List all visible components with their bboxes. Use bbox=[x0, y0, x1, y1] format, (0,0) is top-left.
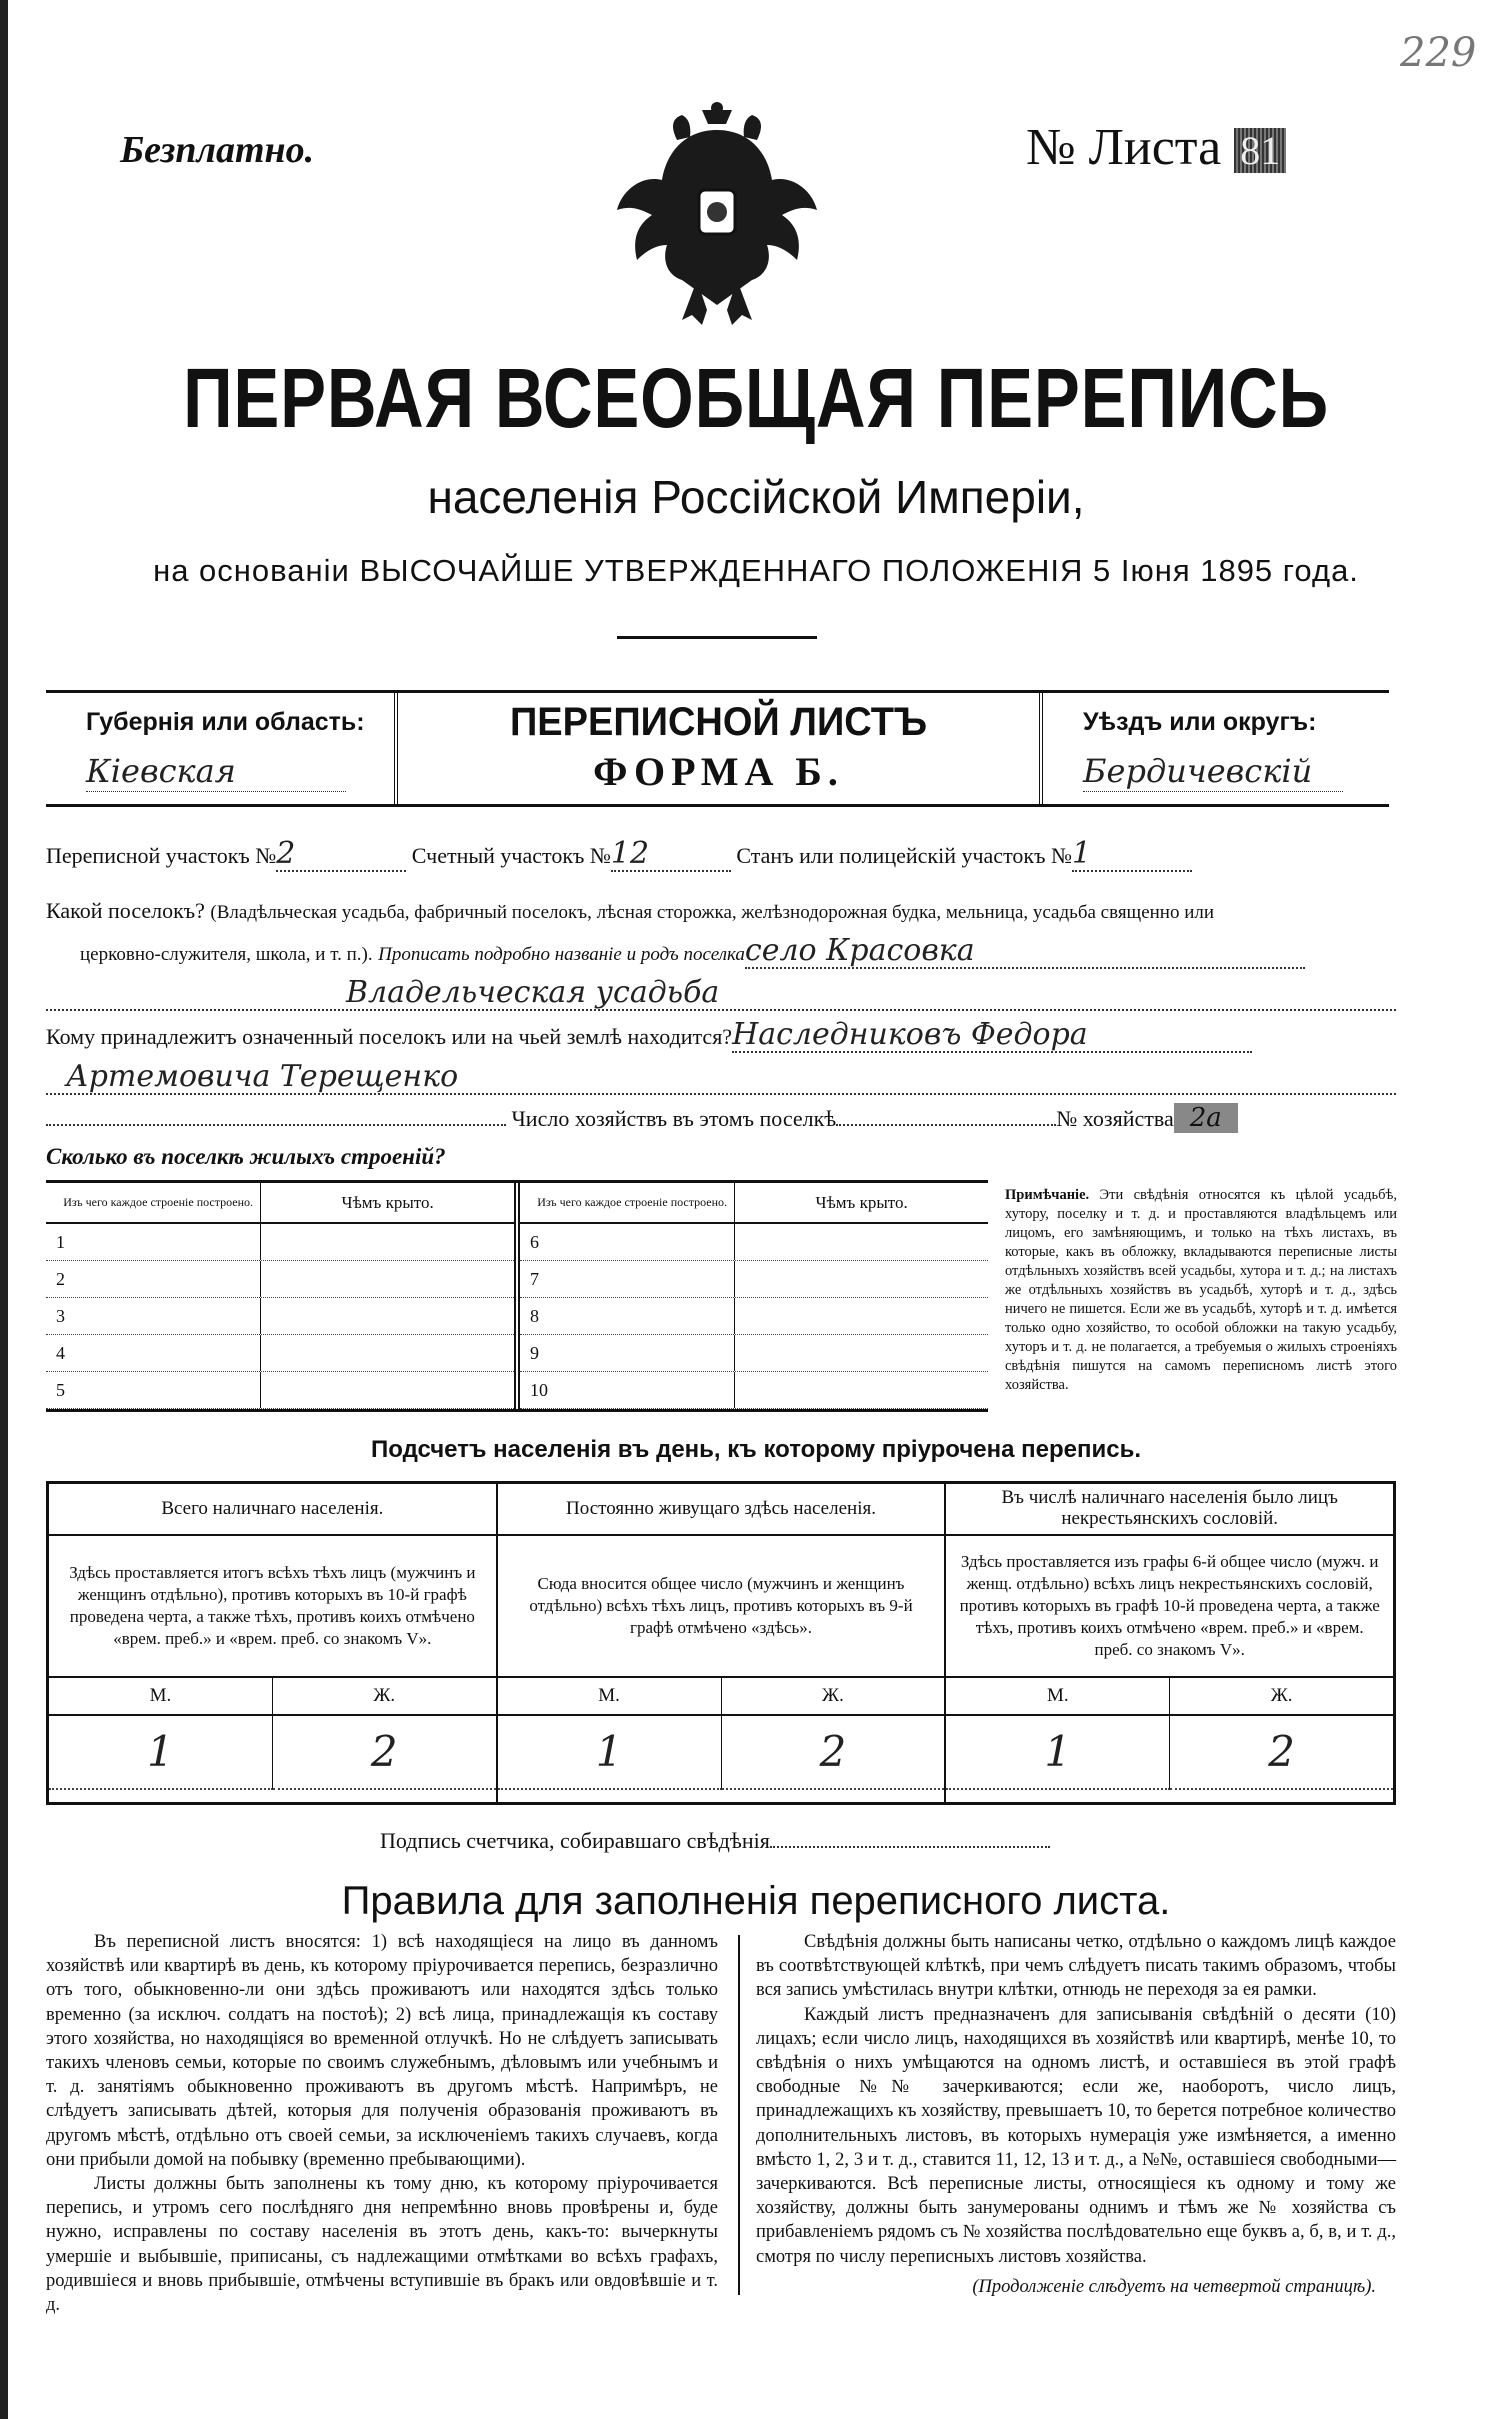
blank-line bbox=[46, 1124, 506, 1126]
building-number[interactable]: 3 bbox=[46, 1298, 261, 1334]
police-district-field[interactable]: 1 bbox=[1072, 838, 1192, 872]
building-number[interactable]: 2 bbox=[46, 1261, 261, 1297]
population-column-title: Всего наличнаго населенія. bbox=[49, 1484, 496, 1536]
female-count-field[interactable]: 2 bbox=[722, 1716, 945, 1790]
rules-left-column bbox=[46, 1930, 718, 2317]
free-of-charge-label: Безплатно. bbox=[120, 129, 315, 171]
sex-header-row bbox=[946, 1678, 1393, 1716]
buildings-table-left bbox=[46, 1183, 520, 1409]
male-count-field[interactable]: 1 bbox=[946, 1716, 1170, 1790]
sheet-number bbox=[1026, 118, 1286, 177]
buildings-table-right bbox=[520, 1183, 988, 1409]
household-number-label: № хозяйства bbox=[1056, 1106, 1174, 1131]
value-row bbox=[498, 1716, 945, 1802]
form-type: ФОРМА Б. bbox=[593, 749, 844, 794]
double-headed-eagle-emblem bbox=[617, 100, 817, 332]
sheet-number-label: № Листа bbox=[1026, 119, 1222, 176]
settlement-line-2 bbox=[80, 935, 1396, 971]
buildings-table bbox=[46, 1180, 988, 1412]
population-column bbox=[498, 1484, 947, 1802]
form-title-cell bbox=[398, 693, 1043, 804]
sheet-number-value: 81 bbox=[1234, 128, 1286, 173]
rules-title: Правила для заполненія переписного листа. bbox=[341, 1879, 1171, 1923]
rules-right-column bbox=[756, 1930, 1396, 2299]
roof-column-header: Чѣмъ крыто. bbox=[815, 1192, 908, 1212]
count-district-label: Счетный участокъ № bbox=[411, 843, 611, 868]
settlement-line-3 bbox=[46, 977, 1396, 1013]
sex-header-row bbox=[498, 1678, 945, 1716]
page-subtitle: населенія Россійской Имперіи, bbox=[427, 471, 1085, 523]
building-number[interactable]: 4 bbox=[46, 1335, 261, 1371]
buildings-question: Сколько въ поселкѣ жилыхъ строеній? bbox=[46, 1144, 446, 1169]
owner-label: Кому принадлежитъ означенный поселокъ или на чьей землѣ находится? bbox=[46, 1024, 733, 1049]
household-number-field[interactable]: 2а bbox=[1174, 1103, 1238, 1133]
district-line bbox=[46, 838, 1396, 874]
note-heading: Примѣчаніе. bbox=[1005, 1187, 1090, 1203]
building-row bbox=[520, 1224, 988, 1261]
building-row bbox=[520, 1298, 988, 1335]
building-number[interactable]: 10 bbox=[520, 1372, 735, 1408]
census-district-field[interactable]: 2 bbox=[276, 838, 406, 872]
column-divider bbox=[738, 1935, 740, 2295]
owner-field-2[interactable]: Артемовича Терещенко bbox=[46, 1061, 1396, 1095]
note bbox=[1005, 1186, 1397, 1395]
population-table bbox=[46, 1481, 1396, 1805]
form-header-box bbox=[46, 690, 1389, 807]
rules-paragraph: Листы должны быть заполнены къ тому дню, къ которому пріурочивается перепись, и утромъ сего послѣдняго дня непремѣнно вновь провѣрены и, буде нужно, исправлены по составу населенія въ этотъ день, какъ-то: вычеркнуты умершіе и выбывшіе, приписаны, съ надлежащими отмѣтками во всѣхъ графахъ, родившіеся и вновь прибывшіе, отмѣчены вступившіе въ бракъ или овдовѣвшіе и т. д. bbox=[46, 2174, 718, 2316]
buildings-header-row bbox=[46, 1183, 514, 1224]
gubernia-field[interactable]: Кіевская bbox=[86, 751, 346, 792]
population-column-description: Сюда вносится общее число (мужчинъ и женщинъ отдѣльно) всѣхъ тѣхъ лицъ, противъ которыхъ въ 9-й графѣ отмѣчено «здѣсь». bbox=[498, 1536, 945, 1678]
settlement-hint: (Владѣльческая усадьба, фабричный поселокъ, лѣсная сторожка, желѣзнодорожная будка, мельница, усадьба священно или bbox=[210, 902, 1215, 923]
rules-paragraph: Въ переписной листъ вносятся: 1) всѣ находящіеся на лицо въ данномъ хозяйствѣ или квартирѣ въ день, къ которому пріурочивается перепись, безразлично отъ того, обыкновенно-ли они здѣсь проживаютъ или находятся здѣсь только временно (за исключ. солдатъ на постоѣ); 2) всѣ лица, принадлежащія къ составу этого хозяйства, но находящіяся во временной отлучкѣ. Но не слѣдуетъ записывать такихъ членовъ семьи, которые по своимъ служебнымъ, дѣловымъ или учебнымъ и т. д. занятіямъ обыкновенно проживаютъ въ другомъ мѣстѣ. Напримѣръ, не слѣдуетъ записывать дѣтей, которыя для полученія образованія проживаютъ въ другомъ мѣстѣ, отдѣльно отъ своей семьи, за исключеніемъ такихъ случаевъ, когда они прибыли домой на побывку (временно пребывающими). bbox=[46, 1932, 718, 2170]
sex-header-row bbox=[49, 1678, 496, 1716]
material-column-header: Изъ чего каждое строеніе построено. bbox=[46, 1183, 261, 1222]
continued-note: (Продолженіе слѣдуетъ на четвертой страницѣ). bbox=[972, 2276, 1376, 2297]
settlement-instruction: Прописать подробно названіе и родъ поселка bbox=[378, 944, 745, 965]
population-column-description: Здѣсь проставляется изъ графы 6-й общее число (мужч. и женщ. отдѣльно) всѣхъ лицъ некрестьянскихъ сословій, противъ которыхъ въ графѣ 10-й проведена черта, а также тѣхъ, противъ коихъ отмѣчено «врем. преб.» и «врем. преб. со знакомъ V». bbox=[946, 1536, 1393, 1678]
roof-column-header: Чѣмъ крыто. bbox=[341, 1192, 434, 1212]
settlement-type-field[interactable]: Владельческая усадьба bbox=[46, 977, 1396, 1011]
male-count-field[interactable]: 1 bbox=[49, 1716, 273, 1790]
male-count-field[interactable]: 1 bbox=[498, 1716, 722, 1790]
building-row bbox=[46, 1224, 514, 1261]
households-line bbox=[46, 1101, 1396, 1137]
buildings-header-row bbox=[520, 1183, 988, 1224]
uezd-field[interactable]: Бердичевскій bbox=[1083, 751, 1343, 792]
building-row bbox=[46, 1261, 514, 1298]
households-label: Число хозяйствъ въ этомъ поселкѣ bbox=[511, 1106, 837, 1131]
building-number[interactable]: 6 bbox=[520, 1224, 735, 1260]
building-number[interactable]: 5 bbox=[46, 1372, 261, 1408]
population-column bbox=[49, 1484, 498, 1802]
note-text: Эти свѣдѣнія относятся къ цѣлой усадьбѣ, хутору, поселку и т. д. и проставляются владѣльцемъ или лицомъ, его замѣняющимъ, и только на тѣхъ листахъ, въ которые, какъ въ обложку, вкладываются переписные листы отдѣльныхъ хозяйствъ всей усадьбы, хутора и т. д.; на листахъ же отдѣльныхъ хозяйствъ въ усадьбѣ, хуторѣ и т. д., здѣсь ничего не пишется. Если же въ усадьбѣ, хуторѣ и т. д. имѣется только одно хозяйство, то особой обложки на такую усадьбу, хуторъ и т. д. не полагается, а требуемыя о жилыхъ строеніяхъ свѣдѣнія пишутся на самомъ переписномъ листѣ этого хозяйства. bbox=[1005, 1187, 1398, 1393]
male-label: М. bbox=[946, 1678, 1170, 1714]
population-column-title: Постоянно живущаго здѣсь населенія. bbox=[498, 1484, 945, 1536]
owner-line-2 bbox=[46, 1061, 1396, 1097]
material-column-header: Изъ чего каждое строеніе построено. bbox=[520, 1183, 735, 1222]
female-label: Ж. bbox=[1270, 1685, 1293, 1706]
page-number: 229 bbox=[1400, 30, 1477, 76]
building-row bbox=[46, 1298, 514, 1335]
building-row bbox=[46, 1335, 514, 1372]
building-number[interactable]: 8 bbox=[520, 1298, 735, 1334]
male-label: М. bbox=[498, 1678, 722, 1714]
building-row bbox=[520, 1335, 988, 1372]
signature-field[interactable] bbox=[770, 1846, 1050, 1848]
rules-paragraph: Каждый листъ предназначенъ для записыванія свѣдѣній о десяти (10) лицахъ; если число лицъ, находящихся въ хозяйствѣ или квартирѣ, менѣе 10, то свѣдѣнія о нихъ умѣщаются на одномъ листѣ, и оставшіеся въ этой графѣ свободные №№ зачеркиваются; если же, наоборотъ, число лицъ, принадлежащихъ къ хозяйству, превышаетъ 10, то берется потребное количество дополнительныхъ листовъ, въ которыхъ нумерація уже измѣняется, а именно вмѣсто 1, 2, 3 и т. д., ставится 11, 12, 13 и т. д., а №№, оставшіеся свободными—зачеркиваются. Всѣ переписные листы, относящіеся къ одному и тому же хозяйству, должны быть занумерованы однимъ и тѣмъ же № хозяйства съ прибавленіемъ рядомъ съ № хозяйства послѣдовательно еще буквъ а, б, в, и т. д., смотря по числу переписныхъ листовъ хозяйства. bbox=[756, 2004, 1396, 2267]
legal-basis: на основаніи ВЫСОЧАЙШЕ УТВЕРЖДЕННАГО ПОЛОЖЕНІЯ 5 Іюня 1895 года. bbox=[153, 553, 1359, 588]
form-title: ПЕРЕПИСНОЙ ЛИСТЪ bbox=[509, 700, 928, 744]
female-count-field[interactable]: 2 bbox=[1170, 1716, 1393, 1790]
value-row bbox=[946, 1716, 1393, 1802]
settlement-hint-2: церковно-служителя, школа, и т. п.). bbox=[80, 944, 373, 965]
divider bbox=[617, 636, 817, 639]
census-district-label: Переписной участокъ № bbox=[46, 843, 277, 868]
female-label: Ж. bbox=[822, 1685, 844, 1706]
population-column bbox=[946, 1484, 1393, 1802]
gubernia-label: Губернія или область: bbox=[86, 708, 365, 736]
households-field[interactable] bbox=[836, 1124, 1056, 1126]
male-label: М. bbox=[49, 1678, 273, 1714]
population-column-title: Въ числѣ наличнаго населенія было лицъ некрестьянскихъ сословій. bbox=[946, 1484, 1393, 1536]
population-heading: Подсчетъ населенія въ день, къ которому пріурочена перепись. bbox=[371, 1436, 1141, 1463]
building-row bbox=[520, 1372, 988, 1409]
uezd-label: Уѣздъ или округъ: bbox=[1083, 708, 1317, 736]
settlement-field[interactable]: село Красовка bbox=[745, 935, 1305, 969]
female-label: Ж. bbox=[373, 1685, 396, 1706]
scan-edge bbox=[0, 0, 8, 2419]
value-row bbox=[49, 1716, 496, 1802]
settlement-label: Какой поселокъ? bbox=[46, 898, 205, 923]
uezd-cell bbox=[1043, 693, 1389, 804]
building-row bbox=[520, 1261, 988, 1298]
population-column-description: Здѣсь проставляется итогъ всѣхъ тѣхъ лицъ (мужчинъ и женщинъ отдѣльно), противъ которыхъ въ 10-й графѣ проведена черта, а также тѣхъ, противъ коихъ отмѣчено «врем. преб.» и «врем. преб. со знакомъ V». bbox=[49, 1536, 496, 1678]
owner-line bbox=[46, 1019, 1396, 1055]
building-row bbox=[46, 1372, 514, 1409]
female-count-field[interactable]: 2 bbox=[273, 1716, 496, 1790]
gubernia-cell bbox=[46, 693, 398, 804]
settlement-line bbox=[46, 893, 1396, 929]
police-district-label: Станъ или полицейскій участокъ № bbox=[736, 843, 1072, 868]
signature-line bbox=[380, 1828, 1050, 1854]
building-number[interactable]: 1 bbox=[46, 1224, 261, 1260]
rules-paragraph: Свѣдѣнія должны быть написаны четко, отдѣльно о каждомъ лицѣ каждое въ соотвѣтствующей клѣткѣ, при чемъ слѣдуетъ писать такимъ образомъ, чтобы вся запись умѣстилась внутри клѣтки, отнюдь не переходя за ея рамки. bbox=[756, 1932, 1396, 2001]
building-number[interactable]: 9 bbox=[520, 1335, 735, 1371]
building-number[interactable]: 7 bbox=[520, 1261, 735, 1297]
signature-label: Подпись счетчика, собиравшаго свѣдѣнія bbox=[380, 1828, 770, 1853]
page-title: ПЕРВАЯ ВСЕОБЩАЯ ПЕРЕПИСЬ bbox=[183, 351, 1329, 445]
owner-field[interactable]: Наследниковъ Федора bbox=[732, 1019, 1252, 1053]
count-district-field[interactable]: 12 bbox=[611, 838, 731, 872]
